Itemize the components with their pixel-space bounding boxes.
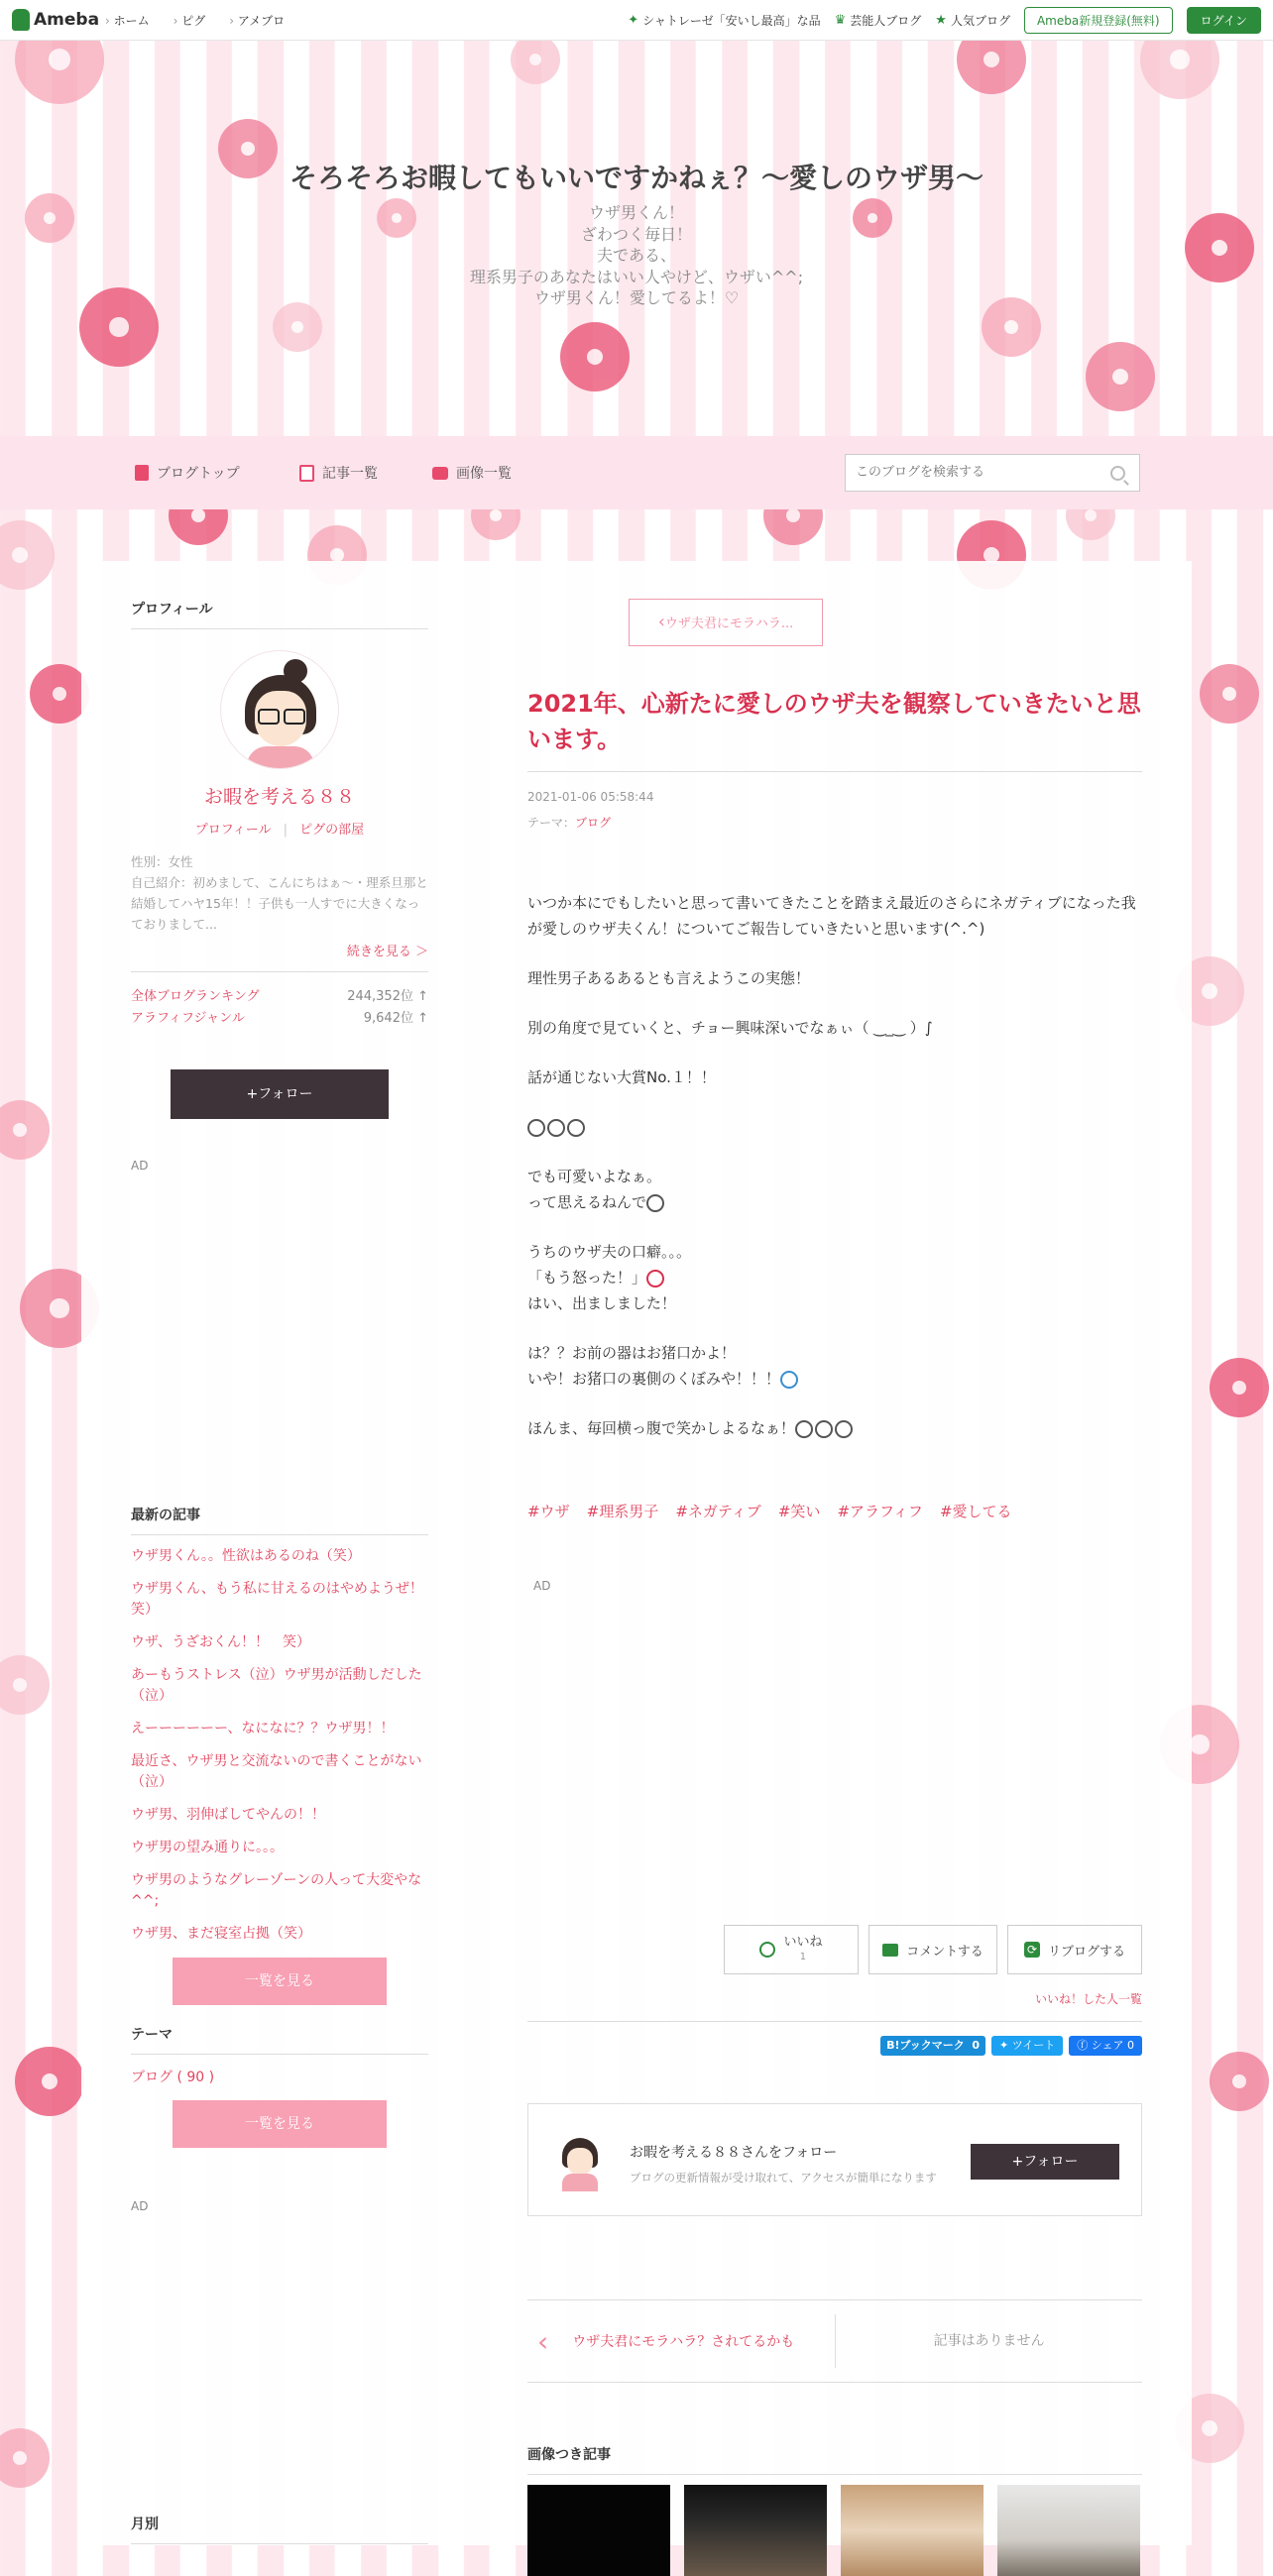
like-button[interactable]: いいね 1 xyxy=(724,1925,859,1974)
recent-entry-link[interactable]: ウザ男の望み通りに。。。 xyxy=(131,1840,284,1855)
monthly-section xyxy=(131,2514,428,2544)
nav-home[interactable]: › ホーム xyxy=(105,12,150,29)
recent-entry-link[interactable]: ウザ男くん、もう私に甘えるのはやめようぜ！笑） xyxy=(131,1581,423,1618)
recent-entry-link[interactable]: ウザ男のようなグレーゾーンの人って大変やな^^; xyxy=(131,1872,422,1909)
blossom-decoration xyxy=(0,2428,50,2488)
prev-post-link[interactable]: ‹ ウザ夫君にモラハラ？されてるかも xyxy=(537,2324,795,2358)
recent-entry-link[interactable]: えーーーーーー、なになに？？ウザ男！！ xyxy=(131,1721,395,1736)
laughing-emoji-icon xyxy=(527,1119,545,1137)
follow-box-desc: ブログの更新情報が受け取れて、アクセスが簡単になります xyxy=(630,2171,937,2184)
laughing-emoji-icon xyxy=(815,1420,833,1438)
sparkle-icon: ✦ xyxy=(628,13,639,28)
pager xyxy=(527,2299,1142,2383)
liked-users-link[interactable]: いいね！した人一覧 xyxy=(1034,1992,1142,2006)
image-entries-heading: 画像つき記事 xyxy=(527,2444,1142,2475)
popular-blog-link[interactable]: ★ 人気ブログ xyxy=(935,13,1010,28)
ad-label: AD xyxy=(131,1159,149,1173)
see-all-entries-button[interactable]: 一覧を見る xyxy=(173,1958,387,2005)
laughing-emoji-icon xyxy=(835,1420,853,1438)
facebook-icon: ⓕ xyxy=(1077,2039,1089,2052)
recent-entry-link[interactable]: 最近さ、ウザ男と交流ないので書くことがない（泣） xyxy=(131,1753,422,1790)
blog-nav xyxy=(0,436,1273,509)
laughing-emoji-icon xyxy=(547,1119,565,1137)
recent-entry-link[interactable]: あーもうストレス（泣）ウザ男が活動しだした（泣） xyxy=(131,1667,422,1704)
share-buttons xyxy=(527,2021,1142,2056)
nav-blog-top[interactable]: ブログトップ xyxy=(135,463,240,483)
nav-entry-list[interactable]: 記事一覧 xyxy=(299,463,378,483)
profile-intro: 性別：女性 自己紹介：初めまして、こんにちはぁ〜・理系旦那と結婚してハヤ15年！！子供も一人すでに大きくなっておりまして... xyxy=(131,854,428,932)
theme-link[interactable]: ブログ ( 90 ) xyxy=(131,2070,215,2085)
recent-entries-list xyxy=(131,1545,428,1944)
hashtag-list xyxy=(527,1501,1142,1521)
recent-entry-link[interactable]: ウザ、うざおくん！！ 笑） xyxy=(131,1634,311,1650)
profile-link[interactable]: プロフィール xyxy=(194,823,272,838)
avatar[interactable] xyxy=(221,651,338,768)
crown-icon: ♛ xyxy=(834,13,847,28)
hashtag-link[interactable]: #ウザ xyxy=(527,1503,570,1520)
blossom-decoration xyxy=(0,520,55,590)
ranking-row[interactable]: アラフィフジャンル 9,642位 ↑ xyxy=(131,1011,428,1026)
reblog-icon: ⟳ xyxy=(1024,1942,1040,1958)
profile-heading: プロフィール xyxy=(131,599,428,629)
follow-box-button[interactable]: +フォロー xyxy=(971,2144,1119,2180)
celebrity-blog-link[interactable]: ♛ 芸能人ブログ xyxy=(834,13,922,28)
pig-room-link[interactable]: ピグの部屋 xyxy=(299,823,365,838)
register-button[interactable]: Ameba新規登録(無料) xyxy=(1024,7,1173,34)
reaction-area xyxy=(527,1925,1142,2056)
tweet-button[interactable]: ✦ ツイート xyxy=(991,2036,1063,2056)
image-entry-thumbnail[interactable] xyxy=(841,2485,984,2576)
facebook-share-button[interactable]: ⓕ シェア 0 xyxy=(1069,2036,1142,2056)
document-icon xyxy=(135,465,149,481)
laughing-emoji-icon xyxy=(567,1119,585,1137)
comment-button[interactable]: コメントする xyxy=(868,1925,997,1974)
theme-section xyxy=(131,2024,428,2213)
blossom-decoration xyxy=(1210,2052,1269,2111)
image-entry-thumbnail[interactable] xyxy=(684,2485,827,2576)
blog-search-input[interactable] xyxy=(846,455,1103,489)
image-entry-thumbnail[interactable] xyxy=(527,2485,670,2576)
article xyxy=(527,599,1142,1593)
next-post-empty: 記事はありません xyxy=(933,2333,1045,2349)
blossom-decoration xyxy=(0,1100,50,1160)
recent-entry-link[interactable]: ウザ男くん。。性欲はあるのね（笑） xyxy=(131,1548,361,1564)
nav-pig[interactable]: › ピグ xyxy=(174,12,206,29)
hashtag-link[interactable]: #理系男子 xyxy=(586,1503,659,1520)
topbar-promo-link[interactable]: ✦ シャトレーゼ「安いし最高」な品 xyxy=(628,13,821,28)
ameba-logo[interactable]: Ameba xyxy=(12,8,99,32)
article-theme-link[interactable]: ブログ xyxy=(575,816,612,830)
prev-entry-short[interactable]: ‹ウザ夫君にモラハラ... xyxy=(629,599,823,646)
blossom-decoration xyxy=(1210,1358,1269,1417)
recent-entry-link[interactable]: ウザ男、羽伸ばしてやんの！！ xyxy=(131,1807,325,1823)
comment-icon xyxy=(882,1944,898,1957)
list-icon xyxy=(299,465,314,482)
reblog-button[interactable]: ⟳ リブログする xyxy=(1007,1925,1142,1974)
hashtag-link[interactable]: #アラフィフ xyxy=(837,1503,923,1520)
read-more-link[interactable]: 続きを見る ＞ xyxy=(346,945,428,959)
ranking-list xyxy=(131,971,428,1030)
recent-entries-heading: 最新の記事 xyxy=(131,1505,428,1535)
face-emoji-icon xyxy=(780,1371,798,1389)
blog-search xyxy=(845,454,1140,492)
chevron-left-icon: ‹ xyxy=(657,612,665,632)
follow-box xyxy=(527,2103,1142,2216)
article-date: 2021-01-06 05:58:44 xyxy=(527,790,654,804)
profile-links: プロフィール | ピグの部屋 xyxy=(194,823,365,838)
article-body: いつか本にでもしたいと思って書いてきたことを踏まえ最近のさらにネガティブになった我が愛しのウザ夫くん！についてご報告していきたいと思います(^.^) 理性男子あるあるとも言えようこの実態！ 別の角度で見ていくと、チョー興味深いでなぁぃ（ ‿_‿ ）∫ 話が通じない大賞No.１！！ でも可愛いよなぁ。 って思えるねんで うちのウザ夫の口癖。。。 「もう怒った！」 はい、出ましました！ は？？お前の器はお猪口かよ！ いや！お猪口の裏側のくぼみや！！！ ほんま、毎回横っ腹で笑かしよるなぁ！ xyxy=(527,890,1142,1441)
camera-icon xyxy=(432,467,448,480)
chevron-left-icon: ‹ xyxy=(537,2324,549,2358)
main-panel xyxy=(81,561,1192,2545)
image-entries xyxy=(527,2444,1142,2576)
image-entry-thumbnail[interactable] xyxy=(997,2485,1140,2576)
nav-ameblo[interactable]: › アメブロ xyxy=(229,12,285,29)
article-theme: テーマ：ブログ xyxy=(527,816,612,830)
follow-box-title: お暇を考える８８さんをフォロー xyxy=(630,2145,838,2161)
ameba-logo-icon xyxy=(12,9,30,31)
laughing-emoji-icon xyxy=(795,1420,813,1438)
recent-entries-section xyxy=(131,1505,428,2005)
blossom-decoration xyxy=(30,664,89,724)
blossom-decoration xyxy=(0,1655,50,1715)
blog-header xyxy=(0,40,1273,436)
blossom-decoration xyxy=(1200,664,1259,724)
nav-image-list[interactable]: 画像一覧 xyxy=(432,463,512,483)
profile-section xyxy=(131,599,428,1173)
smile-icon xyxy=(759,1942,775,1958)
hashtag-link[interactable]: #愛してる xyxy=(939,1503,1012,1520)
star-icon: ★ xyxy=(935,13,947,28)
theme-heading: テーマ xyxy=(131,2024,428,2055)
ad-label: AD xyxy=(533,1579,551,1593)
search-icon[interactable] xyxy=(1110,466,1125,481)
monthly-heading: 月別 xyxy=(131,2514,428,2544)
face-emoji-icon xyxy=(646,1194,664,1212)
ranking-row[interactable]: 全体ブログランキング 244,352位 ↑ xyxy=(131,989,428,1004)
blog-title[interactable]: そろそろお暇してもいいですかねぇ？〜愛しのウザ男〜 xyxy=(289,162,984,194)
hashtag-link[interactable]: #笑い xyxy=(777,1503,821,1520)
hashtag-link[interactable]: #ネガティブ xyxy=(675,1503,761,1520)
bird-icon: ✦ xyxy=(999,2039,1009,2052)
see-all-themes-button[interactable]: 一覧を見る xyxy=(173,2100,387,2148)
login-button[interactable]: ログイン xyxy=(1187,7,1261,34)
blogger-name[interactable]: お暇を考える８８ xyxy=(203,786,355,808)
ad-label: AD xyxy=(131,2199,149,2213)
article-title: 2021年、心新たに愛しのウザ夫を観察していきたいと思います。 xyxy=(527,686,1142,772)
blossom-decoration xyxy=(15,2047,84,2116)
recent-entry-link[interactable]: ウザ男、まだ寝室占拠（笑） xyxy=(131,1926,311,1942)
hatena-bookmark-button[interactable]: B!ブックマーク 0 xyxy=(880,2036,985,2056)
angry-emoji-icon xyxy=(646,1270,664,1288)
emoji-row xyxy=(527,1114,1142,1140)
avatar xyxy=(554,2130,606,2191)
ameba-topbar xyxy=(0,0,1273,41)
blog-description: ウザ男くん！ ざわつく毎日！ 夫である、 理系男子のあなたはいい人やけど、ウザい^^; ウザ男くん！愛してるよ！♡ xyxy=(469,203,804,307)
follow-button[interactable]: +フォロー xyxy=(171,1069,389,1119)
